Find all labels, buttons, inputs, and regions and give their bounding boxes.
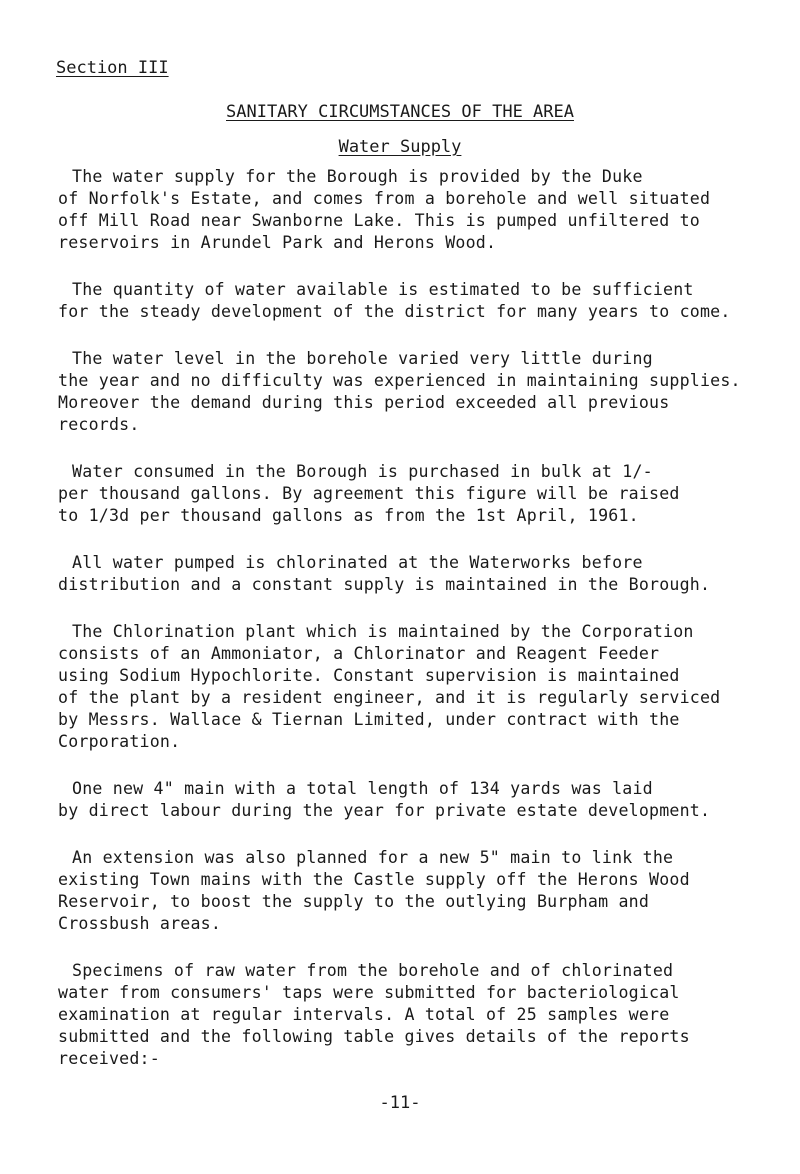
paragraph xyxy=(58,166,778,254)
paragraph-line: The Chlorination plant which is maintained by the Corporation xyxy=(72,622,694,641)
page-title: SANITARY CIRCUMSTANCES OF THE AREA xyxy=(226,102,574,122)
paragraph-line: consists of an Ammoniator, a Chlorinator and Reagent Feeder xyxy=(58,644,660,663)
paragraph-line: of the plant by a resident engineer, and it is regularly serviced xyxy=(58,688,721,707)
paragraph-line: One new 4" main with a total length of 134 yards was laid xyxy=(72,779,653,798)
paragraph-line: of Norfolk's Estate, and comes from a borehole and well situated xyxy=(58,189,711,208)
paragraph xyxy=(58,279,778,323)
paragraph-line: Water consumed in the Borough is purchased in bulk at 1/- xyxy=(72,462,653,481)
paragraph xyxy=(58,348,778,436)
body-text xyxy=(58,166,778,1095)
section-subtitle: Water Supply xyxy=(338,137,462,157)
paragraph-line: Corporation. xyxy=(58,732,181,751)
paragraph-line: received:- xyxy=(58,1049,160,1068)
paragraph-line: existing Town mains with the Castle supply off the Herons Wood xyxy=(58,870,690,889)
paragraph-line: All water pumped is chlorinated at the Waterworks before xyxy=(72,553,643,572)
paragraph-line: using Sodium Hypochlorite. Constant supervision is maintained xyxy=(58,666,680,685)
paragraph xyxy=(58,960,778,1070)
paragraph xyxy=(58,461,778,527)
paragraph xyxy=(58,847,778,935)
paragraph-line: per thousand gallons. By agreement this figure will be raised xyxy=(58,484,680,503)
section-label: Section III xyxy=(56,58,169,78)
paragraph-line: by Messrs. Wallace & Tiernan Limited, under contract with the xyxy=(58,710,680,729)
paragraph-line: off Mill Road near Swanborne Lake. This is pumped unfiltered to xyxy=(58,211,700,230)
paragraph-line: to 1/3d per thousand gallons as from the 1st April, 1961. xyxy=(58,506,639,525)
paragraph-line: The water level in the borehole varied very little during xyxy=(72,349,653,368)
paragraph xyxy=(58,778,778,822)
paragraph-line: An extension was also planned for a new 5" main to link the xyxy=(72,848,674,867)
paragraph-line: The quantity of water available is estimated to be sufficient xyxy=(72,280,694,299)
paragraph-line: The water supply for the Borough is provided by the Duke xyxy=(72,167,643,186)
paragraph-line: submitted and the following table gives details of the reports xyxy=(58,1027,690,1046)
paragraph-line: by direct labour during the year for private estate development. xyxy=(58,801,711,820)
paragraph-line: examination at regular intervals. A total of 25 samples were xyxy=(58,1005,670,1024)
paragraph-line: for the steady development of the district for many years to come. xyxy=(58,302,731,321)
paragraph-line: distribution and a constant supply is maintained in the Borough. xyxy=(58,575,711,594)
paragraph xyxy=(58,621,778,753)
page-number: -11- xyxy=(379,1093,421,1113)
paragraph-line: Crossbush areas. xyxy=(58,914,222,933)
paragraph-line: the year and no difficulty was experienced in maintaining supplies. xyxy=(58,371,741,390)
paragraph-line: reservoirs in Arundel Park and Herons Wood. xyxy=(58,233,497,252)
paragraph-line: water from consumers' taps were submitted for bacteriological xyxy=(58,983,680,1002)
paragraph-line: Specimens of raw water from the borehole and of chlorinated xyxy=(72,961,674,980)
paragraph-line: Moreover the demand during this period exceeded all previous xyxy=(58,393,670,412)
paragraph-line: Reservoir, to boost the supply to the outlying Burpham and xyxy=(58,892,650,911)
paragraph xyxy=(58,552,778,596)
paragraph-line: records. xyxy=(58,415,140,434)
